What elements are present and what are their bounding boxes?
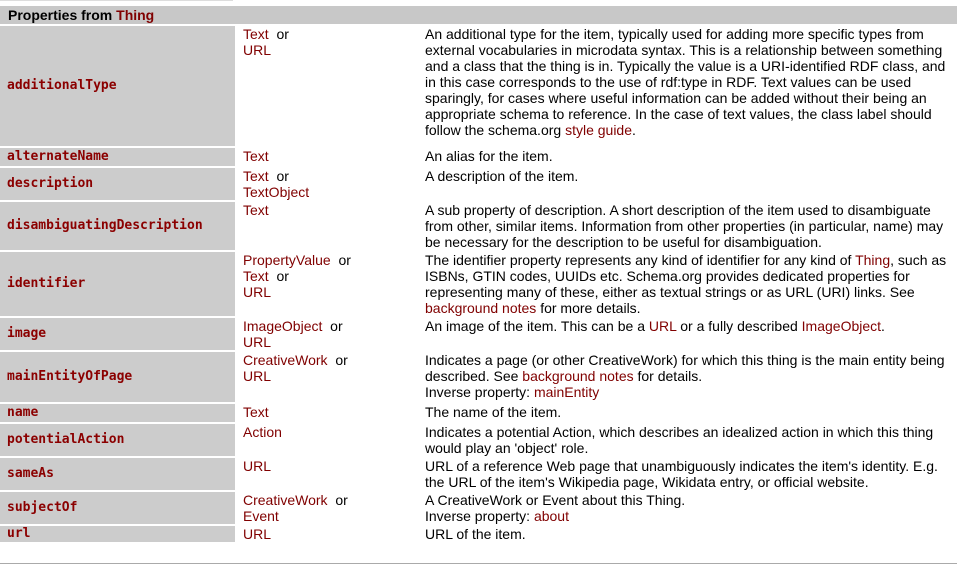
expected-types xyxy=(237,26,419,146)
expected-types xyxy=(237,404,419,422)
property-link-identifier[interactable]: identifier xyxy=(7,276,86,291)
property-link-additionalType[interactable]: additionalType xyxy=(7,78,117,93)
section-header xyxy=(0,6,957,24)
description-link[interactable]: URL xyxy=(648,318,677,334)
type-link[interactable]: CreativeWork xyxy=(243,352,328,368)
section-header-prefix: Properties from xyxy=(8,7,117,23)
property-row-potentialAction xyxy=(0,424,957,456)
or-label: or xyxy=(268,26,289,42)
property-row-url xyxy=(0,526,957,542)
property-description xyxy=(419,404,957,422)
type-link[interactable]: Text xyxy=(243,268,269,284)
description-text: URL of a reference Web page that unambiguously indicates the item's identity. E.g. the URL of the item's Wikipedia page, Wikidata entry, or official website. xyxy=(425,458,938,490)
description-text: An image of the item. This can be a xyxy=(425,318,649,334)
property-description xyxy=(419,424,957,456)
property-description xyxy=(419,148,957,166)
description-text: Indicates a page (or other CreativeWork) for which this thing is the main entity being described. See xyxy=(425,352,945,384)
description-text: , such as ISBNs, GTIN codes, UUIDs etc. Schema.org provides dedicated properties for representing many of these, either as textual strings or as URL (URI) links. See xyxy=(425,252,947,300)
thing-link[interactable]: Thing xyxy=(116,7,155,23)
section-header-row xyxy=(0,6,957,24)
type-link[interactable]: PropertyValue xyxy=(243,252,331,268)
property-description xyxy=(419,252,957,316)
property-description xyxy=(419,492,957,524)
description-text: Indicates a potential Action, which describes an idealized action in which this thing would play an 'object' role. xyxy=(425,424,934,456)
type-link[interactable]: Text xyxy=(243,148,269,164)
description-text: A sub property of description. A short description of the item used to disambiguate from other, similar items. Information from other properties (in particular, name) may be necessary for the description to be useful for disambiguation. xyxy=(425,202,944,250)
property-name xyxy=(0,168,237,200)
expected-types xyxy=(237,318,419,350)
description-text: for more details. xyxy=(536,300,641,316)
description-text: A CreativeWork or Event about this Thing. xyxy=(425,492,686,508)
expected-types xyxy=(237,526,419,542)
description-text: The identifier property represents any kind of identifier for any kind of xyxy=(425,252,856,268)
property-name xyxy=(0,492,237,524)
property-link-alternateName[interactable]: alternateName xyxy=(7,149,109,164)
property-row-subjectOf xyxy=(0,492,957,524)
property-link-image[interactable]: image xyxy=(7,326,47,341)
type-link[interactable]: ImageObject xyxy=(243,318,323,334)
property-name xyxy=(0,404,237,422)
type-link[interactable]: Text xyxy=(243,26,269,42)
type-link[interactable]: URL xyxy=(243,334,272,350)
property-row-additionalType xyxy=(0,26,957,146)
expected-types xyxy=(237,492,419,524)
description-text: An additional type for the item, typically used for adding more specific types from external vocabularies in microdata syntax. This is a relationship between something and a class that the thing is in. Typically the value is a URI-identified RDF class, and in this case corresponds to the use of rdf:type in RDF. Text values can be used sparingly, for cases where useful information can be added without their being an appropriate schema to reference. In the case of text values, the class label should follow the schema.org xyxy=(425,26,946,138)
property-name xyxy=(0,458,237,490)
properties-table xyxy=(0,4,957,544)
expected-types xyxy=(237,202,419,250)
description-link[interactable]: background notes xyxy=(522,368,634,384)
description-text: . xyxy=(632,122,636,138)
description-text: URL of the item. xyxy=(425,526,526,542)
type-link[interactable]: Event xyxy=(243,508,279,524)
property-name xyxy=(0,202,237,250)
description-text: An alias for the item. xyxy=(425,148,553,164)
property-row-mainEntityOfPage xyxy=(0,352,957,402)
property-name xyxy=(0,526,237,542)
bottom-rule xyxy=(0,563,957,564)
description-text: . xyxy=(881,318,885,334)
type-link[interactable]: CreativeWork xyxy=(243,492,328,508)
property-link-name[interactable]: name xyxy=(7,405,39,420)
property-description xyxy=(419,318,957,350)
property-link-sameAs[interactable]: sameAs xyxy=(7,466,54,481)
or-label: or xyxy=(322,318,343,334)
expected-types xyxy=(237,458,419,490)
property-description xyxy=(419,26,957,146)
property-description xyxy=(419,202,957,250)
description-link[interactable]: about xyxy=(533,508,569,524)
type-link[interactable]: Text xyxy=(243,404,269,420)
type-link[interactable]: Text xyxy=(243,202,269,218)
property-link-mainEntityOfPage[interactable]: mainEntityOfPage xyxy=(7,369,133,384)
property-description xyxy=(419,458,957,490)
description-text: The name of the item. xyxy=(425,404,562,420)
type-link[interactable]: URL xyxy=(243,368,272,384)
property-link-description[interactable]: description xyxy=(7,176,94,191)
type-link[interactable]: Action xyxy=(243,424,282,440)
expected-types xyxy=(237,168,419,200)
type-link[interactable]: URL xyxy=(243,284,272,300)
type-link[interactable]: Text xyxy=(243,168,269,184)
expected-types xyxy=(237,424,419,456)
property-name xyxy=(0,352,237,402)
expected-types xyxy=(237,148,419,166)
property-name xyxy=(0,424,237,456)
property-name xyxy=(0,26,237,146)
description-link[interactable]: mainEntity xyxy=(533,384,600,400)
property-name xyxy=(0,318,237,350)
property-row-disambiguatingDescription xyxy=(0,202,957,250)
property-row-name xyxy=(0,404,957,422)
description-link[interactable]: background notes xyxy=(425,300,537,316)
property-link-subjectOf[interactable]: subjectOf xyxy=(7,500,78,515)
property-name xyxy=(0,148,237,166)
property-link-url[interactable]: url xyxy=(7,526,31,541)
property-row-sameAs xyxy=(0,458,957,490)
property-row-image xyxy=(0,318,957,350)
description-text: for details. xyxy=(633,368,703,384)
property-row-alternateName xyxy=(0,148,957,166)
or-label: or xyxy=(327,492,348,508)
description-text: or a fully described xyxy=(676,318,802,334)
property-row-description xyxy=(0,168,957,200)
description-link[interactable]: style guide xyxy=(565,122,633,138)
description-text: Inverse property: xyxy=(425,508,534,524)
expected-types xyxy=(237,352,419,402)
or-label: or xyxy=(268,268,289,284)
property-link-disambiguatingDescription[interactable]: disambiguatingDescription xyxy=(7,218,203,233)
or-label: or xyxy=(268,168,289,184)
description-text: A description of the item. xyxy=(425,168,579,184)
or-label: or xyxy=(330,252,351,268)
type-link[interactable]: URL xyxy=(243,458,272,474)
property-description xyxy=(419,168,957,200)
description-text: Inverse property: xyxy=(425,384,534,400)
expected-types xyxy=(237,252,419,316)
type-link[interactable]: URL xyxy=(243,526,272,542)
property-name xyxy=(0,252,237,316)
property-description xyxy=(419,352,957,402)
description-link[interactable]: Thing xyxy=(855,252,891,268)
property-row-identifier xyxy=(0,252,957,316)
type-link[interactable]: TextObject xyxy=(243,184,310,200)
property-link-potentialAction[interactable]: potentialAction xyxy=(7,432,125,447)
properties-body xyxy=(0,26,957,542)
type-link[interactable]: URL xyxy=(243,42,272,58)
description-link[interactable]: ImageObject xyxy=(801,318,882,334)
or-label: or xyxy=(327,352,348,368)
property-description xyxy=(419,526,957,542)
